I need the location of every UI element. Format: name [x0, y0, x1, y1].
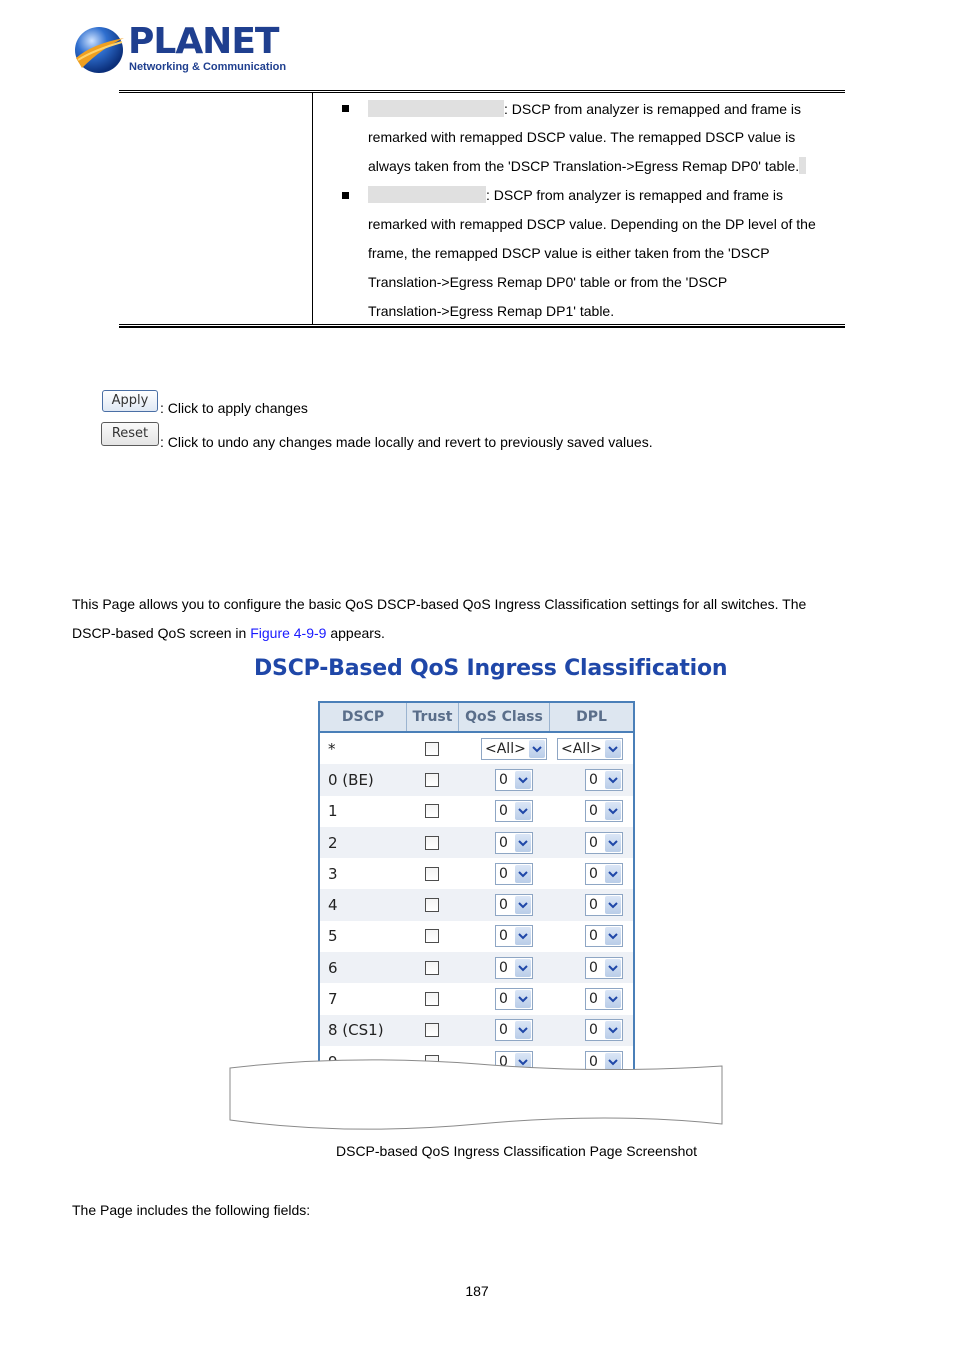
trust-checkbox[interactable] — [425, 773, 439, 787]
table-column-divider — [312, 93, 313, 324]
qos-class-select[interactable]: 0 — [495, 894, 533, 916]
bullet-icon — [342, 105, 349, 112]
qos-class-select[interactable]: 0 — [495, 863, 533, 885]
qos-class-cell — [457, 738, 547, 760]
dpl-select[interactable]: 0 — [585, 957, 623, 979]
figure-link[interactable]: Figure 4-9-9 — [250, 625, 327, 641]
trust-checkbox[interactable] — [425, 742, 439, 756]
dpl-cell — [547, 769, 633, 791]
qos-class-select[interactable]: 0 — [495, 988, 533, 1010]
apply-button[interactable]: Apply — [102, 390, 158, 412]
dscp-value: 1 — [328, 802, 338, 821]
dscp-value: 8 (CS1) — [328, 1021, 384, 1040]
dpl-select[interactable]: 0 — [585, 894, 623, 916]
table-row — [320, 796, 633, 827]
table-row — [320, 1015, 633, 1046]
chevron-down-icon — [515, 865, 531, 883]
intro-line-2: DSCP-based QoS screen in Figure 4-9-9 appears. — [72, 625, 385, 641]
dpl-select[interactable]: 0 — [585, 925, 623, 947]
item-2-line-5: Translation->Egress Remap DP1' table. — [368, 303, 615, 319]
dscp-qos-table — [318, 701, 635, 1075]
table-row — [320, 733, 633, 764]
chevron-down-icon — [515, 802, 531, 820]
column-header-qos-class: QoS Class — [459, 703, 550, 731]
qos-class-cell — [457, 769, 547, 791]
column-header-trust: Trust — [407, 703, 459, 731]
dscp-value: 0 (BE) — [328, 770, 374, 789]
trust-cell — [406, 1023, 457, 1037]
qos-class-select[interactable]: <All> — [481, 738, 547, 760]
chevron-down-icon — [605, 927, 621, 945]
chevron-down-icon — [529, 740, 545, 758]
table-bottom-border — [119, 324, 845, 328]
trust-checkbox[interactable] — [425, 804, 439, 818]
table-row — [320, 983, 633, 1014]
qos-class-select[interactable]: 0 — [495, 832, 533, 854]
dscp-value: 6 — [328, 958, 338, 977]
table-row — [320, 889, 633, 920]
chevron-down-icon — [515, 771, 531, 789]
dpl-cell — [547, 1019, 633, 1041]
chevron-down-icon — [605, 865, 621, 883]
trust-cell — [406, 992, 457, 1006]
chevron-down-icon — [605, 959, 621, 977]
qos-class-cell — [457, 863, 547, 885]
torn-edge-overlay — [228, 1050, 724, 1136]
dpl-select[interactable]: 0 — [585, 863, 623, 885]
table-row — [320, 952, 633, 983]
table-row — [320, 827, 633, 858]
figure-title: DSCP-Based QoS Ingress Classification — [254, 656, 728, 681]
dpl-select[interactable]: 0 — [585, 1019, 623, 1041]
dpl-cell — [547, 925, 633, 947]
figure-caption: DSCP-based QoS Ingress Classification Page Screenshot — [336, 1143, 698, 1159]
qos-class-cell — [457, 800, 547, 822]
bullet-icon — [342, 192, 349, 199]
column-header-dscp: DSCP — [320, 703, 407, 731]
dscp-value: 3 — [328, 864, 338, 883]
qos-class-select[interactable]: 0 — [495, 769, 533, 791]
logo-subtitle: Networking & Communication — [129, 61, 287, 73]
dpl-select[interactable]: 0 — [585, 988, 623, 1010]
dpl-cell — [547, 988, 633, 1010]
dpl-cell — [547, 800, 633, 822]
item-2-line-4: Translation->Egress Remap DP0' table or from the 'DSCP — [368, 274, 728, 290]
trust-checkbox[interactable] — [425, 867, 439, 881]
qos-class-cell — [457, 832, 547, 854]
table-body — [320, 733, 633, 1075]
qos-class-cell — [457, 957, 547, 979]
reset-description: : Click to undo any changes made locally and revert to previously saved values. — [160, 434, 653, 450]
chevron-down-icon — [605, 1021, 621, 1039]
dpl-select[interactable]: <All> — [557, 738, 623, 760]
item-2-line-3: frame, the remapped DSCP value is either taken from the 'DSCP — [368, 245, 770, 261]
fields-intro: The Page includes the following fields: — [72, 1202, 311, 1218]
trust-cell — [406, 929, 457, 943]
qos-class-select[interactable]: 0 — [495, 925, 533, 947]
dscp-value: 5 — [328, 927, 338, 946]
qos-class-cell — [457, 925, 547, 947]
table-top-border — [119, 90, 845, 93]
planet-logo-globe-icon — [72, 24, 126, 76]
reset-button[interactable]: Reset — [101, 422, 159, 446]
dscp-value: 7 — [328, 990, 338, 1009]
dpl-select[interactable]: 0 — [585, 832, 623, 854]
qos-class-select[interactable]: 0 — [495, 957, 533, 979]
dscp-value: * — [328, 739, 336, 758]
column-header-dpl: DPL — [576, 709, 607, 725]
chevron-down-icon — [515, 990, 531, 1008]
chevron-down-icon — [605, 834, 621, 852]
trust-cell — [406, 773, 457, 787]
apply-description: : Click to apply changes — [160, 400, 308, 416]
trust-cell — [406, 742, 457, 756]
dpl-cell — [547, 738, 633, 760]
chevron-down-icon — [605, 802, 621, 820]
dscp-value: 4 — [328, 896, 338, 915]
qos-class-select[interactable]: 0 — [495, 800, 533, 822]
chevron-down-icon — [515, 1021, 531, 1039]
trust-checkbox[interactable] — [425, 1023, 439, 1037]
dpl-cell — [547, 894, 633, 916]
trust-cell — [406, 836, 457, 850]
trust-cell — [406, 898, 457, 912]
trust-cell — [406, 804, 457, 818]
qos-class-cell — [457, 1019, 547, 1041]
trust-checkbox[interactable] — [425, 898, 439, 912]
dpl-select[interactable]: 0 — [585, 1051, 623, 1073]
chevron-down-icon — [605, 990, 621, 1008]
item-2-line-2: remarked with remapped DSCP value. Depending on the DP level of the — [368, 216, 816, 232]
dscp-value: 2 — [328, 833, 338, 852]
logo-text: PLANET — [128, 21, 279, 62]
qos-class-select[interactable]: 0 — [495, 1019, 533, 1041]
chevron-down-icon — [515, 927, 531, 945]
table-row — [320, 921, 633, 952]
table-header — [320, 703, 633, 733]
dpl-cell — [547, 957, 633, 979]
trust-checkbox[interactable] — [425, 992, 439, 1006]
qos-class-cell — [457, 894, 547, 916]
page-number: 187 — [465, 1283, 489, 1299]
table-row — [320, 858, 633, 889]
trust-cell — [406, 961, 457, 975]
trust-checkbox[interactable] — [425, 836, 439, 850]
dpl-cell — [547, 863, 633, 885]
dpl-cell — [547, 832, 633, 854]
chevron-down-icon — [605, 771, 621, 789]
trust-checkbox[interactable] — [425, 929, 439, 943]
dpl-select[interactable]: 0 — [585, 769, 623, 791]
item-1-line-2: remarked with remapped DSCP value. The remapped DSCP value is — [368, 129, 796, 145]
chevron-down-icon — [605, 740, 621, 758]
qos-class-select[interactable]: 0 — [495, 1051, 533, 1073]
item-1-line-1: : DSCP from analyzer is remapped and frame is — [368, 100, 801, 118]
chevron-down-icon — [515, 959, 531, 977]
dpl-select[interactable]: 0 — [585, 800, 623, 822]
table-row — [320, 764, 633, 795]
chevron-down-icon — [515, 834, 531, 852]
trust-cell — [406, 867, 457, 881]
item-2-line-1: : DSCP from analyzer is remapped and frame is — [368, 186, 783, 204]
trust-checkbox[interactable] — [425, 961, 439, 975]
chevron-down-icon — [605, 896, 621, 914]
item-1-line-3: always taken from the 'DSCP Translation->Egress Remap DP0' table. — [368, 157, 806, 175]
qos-class-cell — [457, 988, 547, 1010]
chevron-down-icon — [515, 896, 531, 914]
intro-line-1: This Page allows you to configure the basic QoS DSCP-based QoS Ingress Classification settings for all switches. The — [72, 596, 807, 612]
